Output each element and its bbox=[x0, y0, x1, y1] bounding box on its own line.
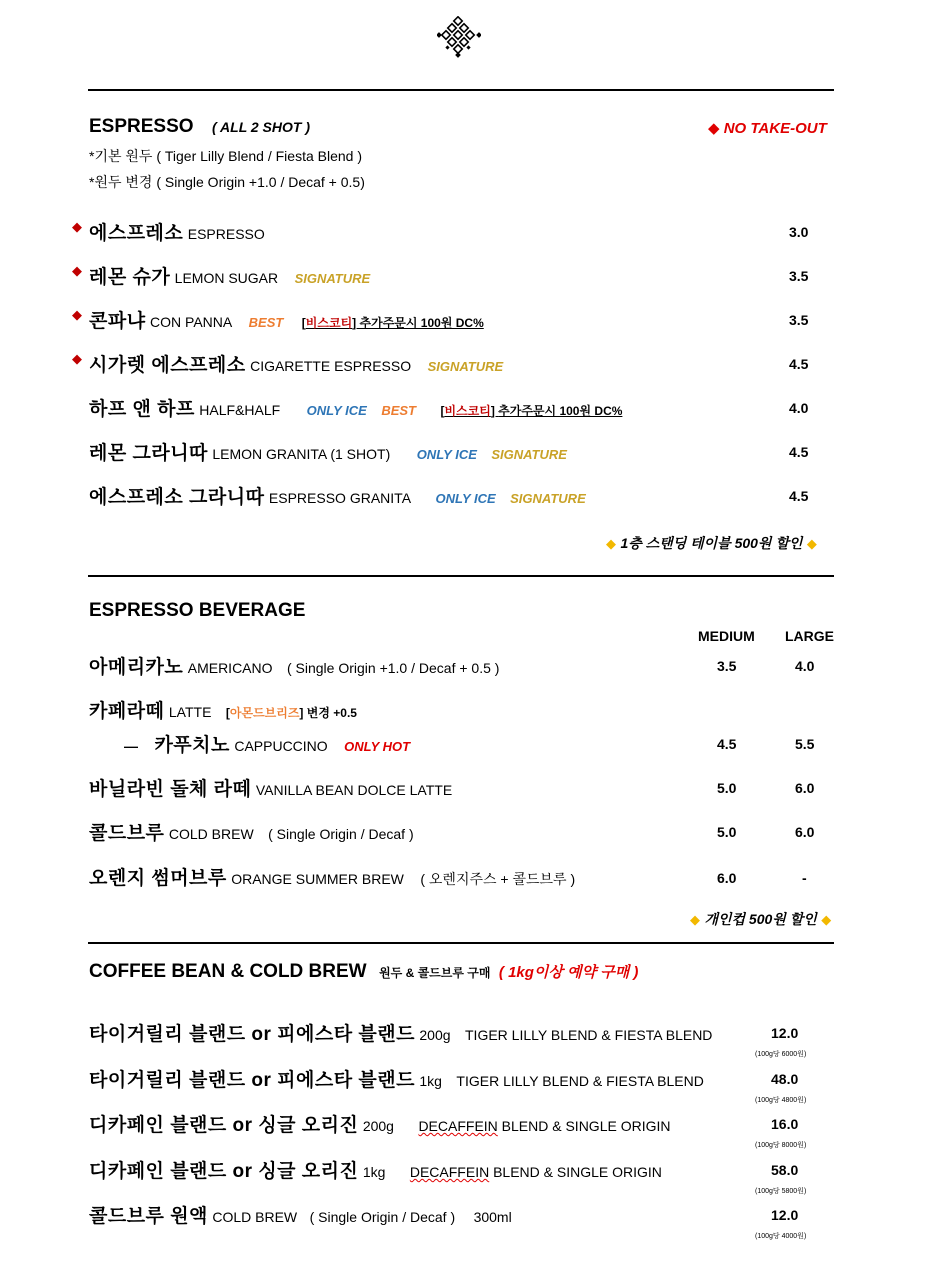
item-name-en: CIGARETTE ESPRESSO bbox=[250, 358, 412, 374]
item-name-en: COLD BREW bbox=[168, 826, 254, 842]
price-large: 6.0 bbox=[795, 780, 815, 796]
item-name-en: AMERICANO bbox=[187, 660, 273, 676]
item-name-ko: 하프 앤 하프 bbox=[89, 399, 195, 420]
menu-item: 타이거릴리 블랜드 or 피에스타 블랜드 1kg TIGER LILLY BLEND & FIESTA BLEND bbox=[89, 1070, 704, 1091]
item-name-ko: 아메리카노 bbox=[89, 657, 184, 678]
only-ice-tag: ONLY ICE bbox=[416, 447, 477, 462]
no-takeout-label: ◆ NO TAKE-OUT bbox=[708, 120, 827, 137]
item-price: 4.5 bbox=[789, 444, 809, 460]
menu-item: 타이거릴리 블랜드 or 피에스타 블랜드 200g TIGER LILLY BLEND & FIESTA BLEND bbox=[89, 1024, 713, 1045]
biscotti-note: [비스코티] 추가주문시 100원 DC% bbox=[301, 316, 484, 330]
item-price: 3.0 bbox=[789, 224, 809, 240]
item-name-en: LEMON SUGAR bbox=[174, 270, 279, 286]
diamond-icon: ◆ bbox=[72, 263, 82, 278]
item-name-en: LATTE bbox=[168, 704, 212, 720]
price-medium: 5.0 bbox=[717, 824, 737, 840]
item-price: 12.0 bbox=[771, 1207, 799, 1223]
menu-item bbox=[89, 482, 586, 509]
item-price: 58.0 bbox=[771, 1162, 799, 1178]
item-name-en: CON PANNA bbox=[150, 314, 233, 330]
diamond-icon: ◆ bbox=[72, 351, 82, 366]
standing-table-discount: ◆ 1층 스탠딩 테이블 500원 할인 ◆ bbox=[606, 535, 817, 551]
menu-item bbox=[89, 394, 622, 421]
diamond-icon: ◆ bbox=[72, 219, 82, 234]
item-name-ko: 디카페인 블랜드 or 싱글 오리진 bbox=[89, 1115, 359, 1136]
price-medium: 6.0 bbox=[717, 870, 737, 886]
best-tag: BEST bbox=[248, 315, 284, 330]
item-name-en: BLEND & SINGLE ORIGIN bbox=[493, 1164, 662, 1180]
unit-price: (100g당 4000원) bbox=[755, 1233, 807, 1240]
item-name-en: LEMON GRANITA (1 SHOT) bbox=[212, 446, 391, 462]
only-ice-tag: ONLY ICE bbox=[435, 491, 496, 506]
divider bbox=[88, 89, 834, 91]
item-name-ko: 에스프레소 bbox=[89, 223, 184, 244]
item-name-ko: 에스프레소 그라니따 bbox=[89, 487, 265, 508]
yellow-diamond-icon: ◆ bbox=[690, 912, 700, 927]
personal-cup-discount: ◆ 개인컵 500원 할인 ◆ bbox=[690, 911, 832, 927]
signature-tag: SIGNATURE bbox=[510, 491, 586, 506]
item-price: 3.5 bbox=[789, 312, 809, 328]
beans-header: COFFEE BEAN & COLD BREW 원두 & 콜드브루 구매 ( 1kg이상 예약 구매 ) bbox=[89, 961, 639, 982]
item-price: 16.0 bbox=[771, 1116, 799, 1132]
item-price: 4.5 bbox=[789, 356, 809, 372]
menu-item: 콜드브루 원액 COLD BREW ( Single Origin / Decaf ) 300ml bbox=[89, 1206, 512, 1227]
item-name-ko: 타이거릴리 블랜드 or 피에스타 블랜드 bbox=[89, 1024, 415, 1045]
almond-breeze-note: [아몬드브리즈] 변경 +0.5 bbox=[225, 706, 357, 720]
item-name-ko: 콘파냐 bbox=[89, 311, 146, 332]
column-header-large: LARGE bbox=[785, 628, 834, 644]
bean-change-note: *원두 변경 ( Single Origin +1.0 / Decaf + 0.5) bbox=[89, 174, 365, 190]
logo-icon bbox=[437, 16, 481, 58]
yellow-diamond-icon: ◆ bbox=[606, 536, 616, 551]
best-tag: BEST bbox=[381, 403, 416, 418]
item-price: 3.5 bbox=[789, 268, 809, 284]
signature-tag: SIGNATURE bbox=[427, 359, 504, 374]
item-price: 48.0 bbox=[771, 1071, 799, 1087]
diamond-icon: ◆ bbox=[72, 307, 82, 322]
item-name-en: ESPRESSO bbox=[187, 226, 265, 242]
section-title: ESPRESSO bbox=[89, 116, 194, 137]
unit-price: (100g당 6000원) bbox=[755, 1051, 807, 1058]
item-name-en: BLEND & SINGLE ORIGIN bbox=[501, 1118, 671, 1134]
only-hot-tag: ONLY HOT bbox=[344, 739, 411, 754]
price-large: 6.0 bbox=[795, 824, 815, 840]
item-name-ko: 카페라떼 bbox=[89, 701, 165, 722]
section-subtitle: ( ALL 2 SHOT ) bbox=[212, 119, 310, 135]
section-title: ESPRESSO BEVERAGE bbox=[89, 600, 306, 621]
menu-item bbox=[89, 350, 503, 377]
price-large: 5.5 bbox=[795, 736, 815, 752]
item-name-ko: 콜드브루 bbox=[89, 823, 165, 844]
only-ice-tag: ONLY ICE bbox=[306, 403, 367, 418]
menu-item: 아메리카노 AMERICANO ( Single Origin +1.0 / Decaf + 0.5 ) bbox=[89, 657, 500, 678]
item-name-en: COLD BREW bbox=[212, 1209, 298, 1225]
signature-tag: SIGNATURE bbox=[294, 271, 371, 286]
item-name-ko: 타이거릴리 블랜드 or 피에스타 블랜드 bbox=[89, 1070, 415, 1091]
item-name-en: ESPRESSO GRANITA bbox=[268, 490, 412, 506]
divider bbox=[88, 942, 834, 944]
menu-item bbox=[89, 262, 370, 289]
menu-item: 콜드브루 COLD BREW ( Single Origin / Decaf ) bbox=[89, 823, 414, 844]
menu-item bbox=[89, 306, 484, 333]
biscotti-note: [비스코티] 추가주문시 100원 DC% bbox=[440, 404, 623, 418]
unit-price: (100g당 5800원) bbox=[755, 1188, 807, 1195]
column-header-medium: MEDIUM bbox=[698, 628, 755, 644]
item-name-ko: 디카페인 블랜드 or 싱글 오리진 bbox=[89, 1161, 359, 1182]
price-medium: 4.5 bbox=[717, 736, 737, 752]
item-name-en: CAPPUCCINO bbox=[234, 738, 328, 754]
item-name-ko: 레몬 슈가 bbox=[89, 267, 171, 288]
menu-item bbox=[89, 218, 265, 245]
item-name-en: TIGER LILLY BLEND & FIESTA BLEND bbox=[465, 1027, 713, 1043]
item-name-en: ORANGE SUMMER BREW bbox=[231, 871, 404, 887]
item-name-ko: 오렌지 썸머브루 bbox=[89, 868, 227, 889]
item-name-ko: 레몬 그라니따 bbox=[89, 443, 208, 464]
item-name-en: VANILLA BEAN DOLCE LATTE bbox=[255, 782, 453, 798]
bean-note: *기본 원두 ( Tiger Lilly Blend / Fiesta Blend ) bbox=[89, 148, 362, 164]
item-name-en: HALF&HALF bbox=[199, 402, 281, 418]
menu-item bbox=[89, 696, 357, 723]
menu-item: 디카페인 블랜드 or 싱글 오리진 1kg DECAFFEIN BLEND & SINGLE ORIGIN bbox=[89, 1161, 662, 1182]
unit-price: (100g당 4800원) bbox=[755, 1097, 807, 1104]
item-name-en: TIGER LILLY BLEND & FIESTA BLEND bbox=[456, 1073, 704, 1089]
signature-tag: SIGNATURE bbox=[491, 447, 567, 462]
item-name-ko: 바닐라빈 돌체 라떼 bbox=[89, 779, 252, 800]
item-price: 4.5 bbox=[789, 488, 809, 504]
item-name-ko: 콜드브루 원액 bbox=[89, 1206, 208, 1227]
yellow-diamond-icon: ◆ bbox=[821, 912, 832, 927]
unit-price: (100g당 8000원) bbox=[755, 1142, 807, 1149]
price-large: - bbox=[802, 870, 807, 886]
price-medium: 3.5 bbox=[717, 658, 737, 674]
menu-item bbox=[89, 438, 567, 465]
item-price: 4.0 bbox=[789, 400, 809, 416]
divider bbox=[88, 575, 834, 577]
section-title: COFFEE BEAN & COLD BREW bbox=[89, 961, 367, 982]
espresso-header bbox=[89, 116, 310, 138]
item-name-ko: 카푸치노 bbox=[154, 735, 230, 756]
menu-item: — 카푸치노 CAPPUCCINO ONLY HOT bbox=[124, 735, 411, 756]
price-large: 4.0 bbox=[795, 658, 815, 674]
item-name-ko: 시가렛 에스프레소 bbox=[89, 355, 246, 376]
menu-item: 디카페인 블랜드 or 싱글 오리진 200g DECAFFEIN BLEND & SINGLE ORIGIN bbox=[89, 1115, 671, 1136]
yellow-diamond-icon: ◆ bbox=[806, 536, 817, 551]
menu-item: 오렌지 썸머브루 ORANGE SUMMER BREW ( 오렌지주스 + 콜드브루 ) bbox=[89, 868, 576, 889]
menu-item bbox=[89, 774, 452, 801]
item-price: 12.0 bbox=[771, 1025, 799, 1041]
price-medium: 5.0 bbox=[717, 780, 737, 796]
